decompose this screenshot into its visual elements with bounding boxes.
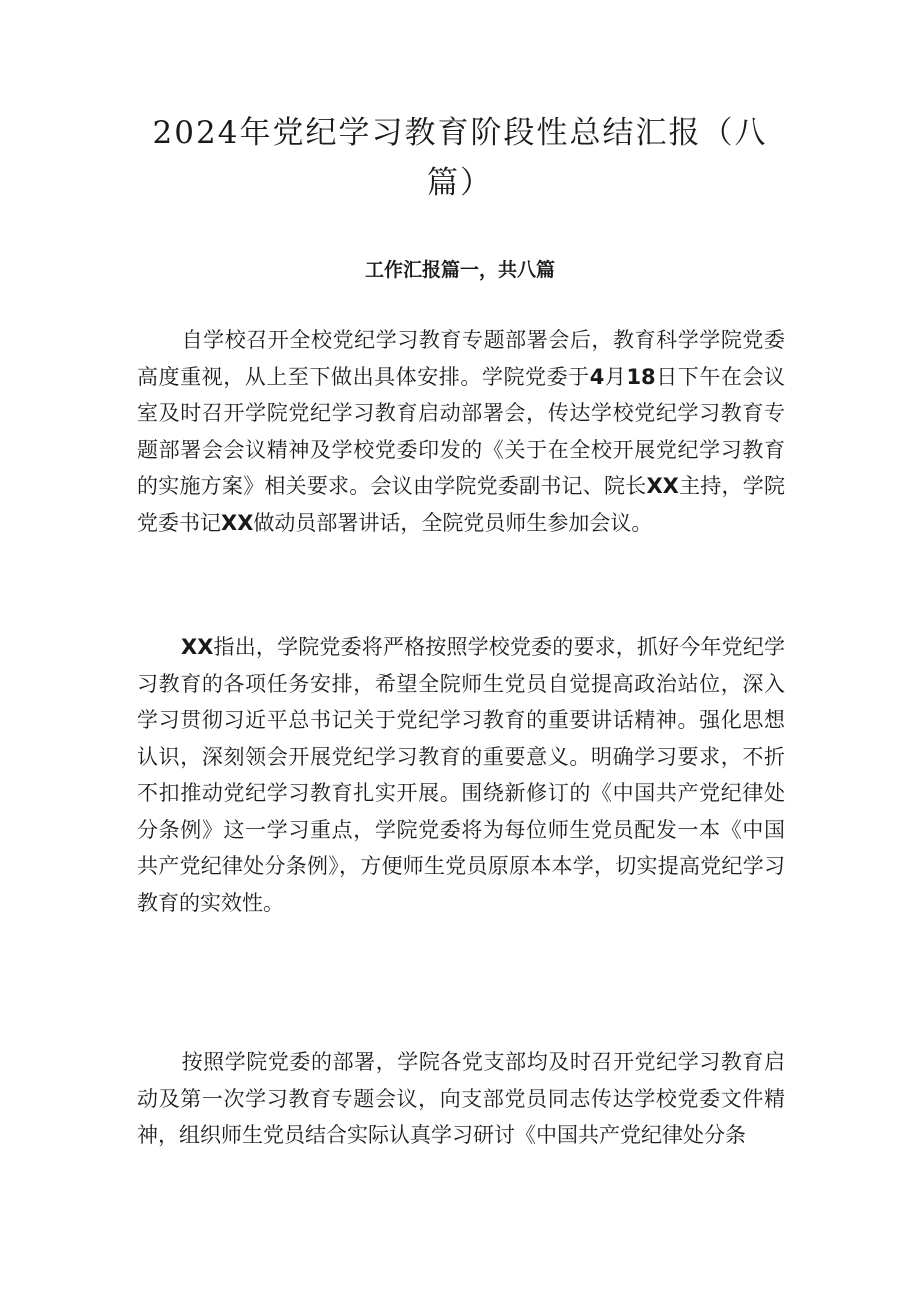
name-placeholder-c: XX bbox=[181, 635, 214, 659]
paragraph-2 bbox=[137, 629, 785, 921]
paragraph-1 bbox=[137, 322, 785, 541]
name-placeholder-b: XX bbox=[221, 510, 254, 535]
paragraph-1-seg2: 月 bbox=[604, 364, 627, 389]
paragraph-3 bbox=[137, 1044, 785, 1154]
section-heading: 工作汇报篇一，共八篇 bbox=[364, 259, 555, 281]
date-month: 4 bbox=[589, 364, 605, 389]
paragraph-1-seg5: 做动员部署讲话，全院党员师生参加会议。 bbox=[253, 510, 653, 535]
document-title: 2024年党纪学习教育阶段性总结汇报（八篇） bbox=[152, 115, 768, 201]
name-placeholder-a: XX bbox=[646, 474, 679, 498]
paragraph-1-seg3: 日下午在会议室及时召开学院党纪学习教育启动部署会，传达学校党纪学习教育专题部署会会议精神及学校党委印发的《关于在全校开展党纪学习教育的实施方案》相关要求。会议由学院党委副书记、院长 bbox=[137, 364, 786, 498]
paragraph-2-text: 指出，学院党委将严格按照学校党委的要求，抓好今年党纪学习教育的各项任务安排，希望全院师生党员自觉提高政治站位，深入学习贯彻习近平总书记关于党纪学习教育的重要讲话精神。强化思想认识，深刻领会开展党纪学习教育的重要意义。明确学习要求，不折不扣推动党纪学习教育扎实开展。围绕新修订的《中国共产党纪律处分条例》这一学习重点，学院党委将为每位师生党员配发一本《中国共产党纪律处分条例》，方便师生党员原原本本学，切实提高党纪学习教育的实效性。 bbox=[137, 635, 785, 915]
date-day: 18 bbox=[626, 364, 656, 389]
paragraph-1-seg1: 自学校召开全校党纪学习教育专题部署会后，教育科学学院党委高度重视，从上至下做出具体安排。学院党委于 bbox=[137, 328, 785, 389]
paragraph-1-seg4: 主持，学院党委书记 bbox=[137, 474, 785, 535]
paragraph-3-text: 按照学院党委的部署，学院各党支部均及时召开党纪学习教育启动及第一次学习教育专题会议，向支部党员同志传达学校党委文件精神，组织师生党员结合实际认真学习研讨《中国共产党纪律处分条 bbox=[137, 1050, 785, 1147]
